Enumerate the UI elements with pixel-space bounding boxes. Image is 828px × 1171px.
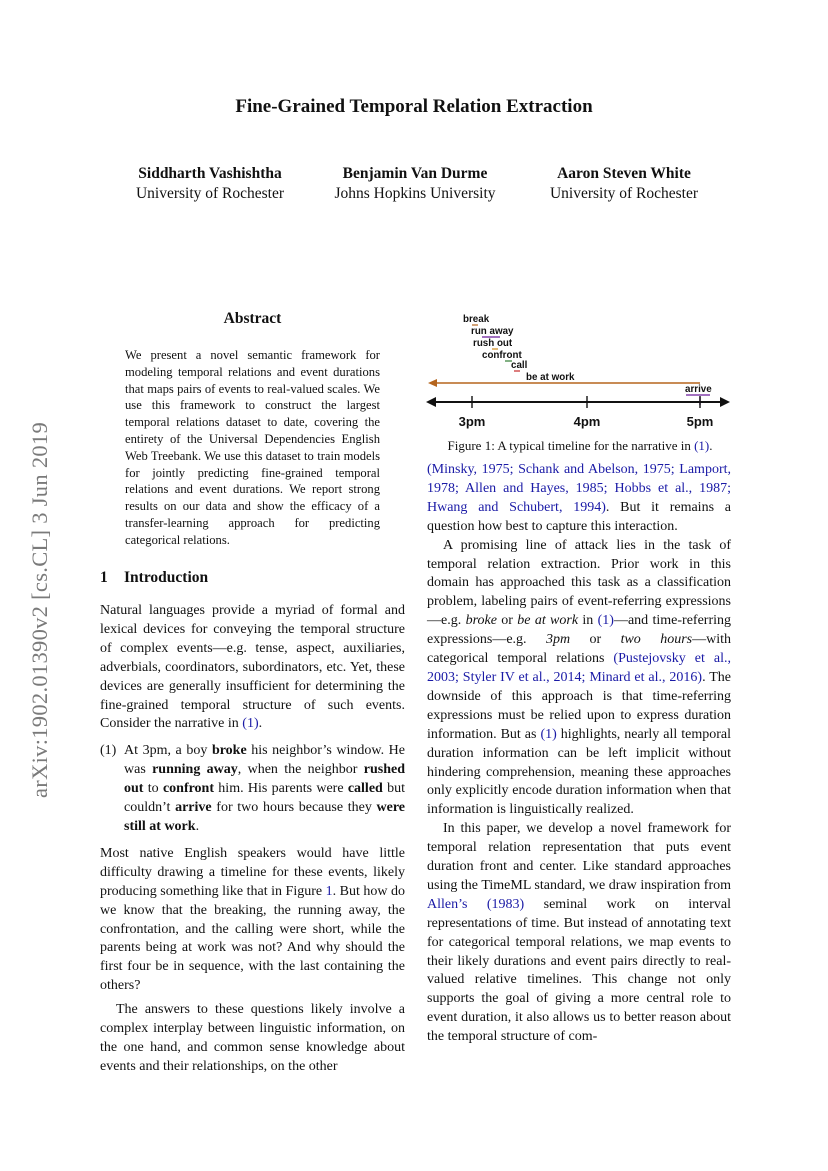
author-1 bbox=[100, 164, 320, 204]
event-label-arrive: arrive bbox=[685, 384, 712, 395]
axis-arrow-left bbox=[426, 397, 436, 407]
axis-arrow-right bbox=[720, 397, 730, 407]
work-arrowhead bbox=[428, 379, 437, 387]
abstract-heading: Abstract bbox=[223, 310, 282, 327]
tick-label-4pm: 4pm bbox=[573, 414, 601, 429]
arxiv-stamp: arXiv:1902.01390v2 [cs.CL] 3 Jun 2019 bbox=[27, 421, 52, 799]
author-affiliation: Johns Hopkins University bbox=[334, 185, 496, 202]
event-label-run-away: run away bbox=[471, 326, 514, 337]
event-label-confront: confront bbox=[482, 350, 522, 361]
example-link[interactable]: (1) bbox=[540, 726, 557, 742]
author-affiliation: University of Rochester bbox=[135, 185, 285, 202]
figure-caption: Figure 1: A typical timeline for the narrative in (1). bbox=[447, 438, 713, 453]
left-column bbox=[100, 602, 405, 1077]
citation-list-1[interactable]: (Minsky, 1975; Schank and Abelson, 1975; Lamport, 1978; Allen and Hayes, 1985; Hobbs et al., 1987; Hwang and Schubert, 1994) bbox=[427, 462, 731, 515]
author-affiliation: University of Rochester bbox=[549, 185, 699, 202]
figure-link[interactable]: 1 bbox=[325, 883, 333, 899]
intro-paragraph-1: Natural languages provide a myriad of formal and lexical devices for conveying the temporal structure of complex events—e.g. tense, aspect, auxiliaries, adverbials, coordinators, subordinators, etc. Yet, these devices are generally insufficient for determining the fine-grained temporal structure of such events. Consider the narrative in (1). bbox=[100, 603, 405, 732]
tick-label-3pm: 3pm bbox=[458, 414, 486, 429]
section-heading bbox=[100, 569, 208, 587]
section-number: 1 bbox=[100, 569, 108, 586]
author-2 bbox=[305, 164, 525, 204]
event-label-be-at-work: be at work bbox=[526, 372, 575, 383]
example-link[interactable]: (1) bbox=[597, 613, 614, 629]
tick-label-5pm: 5pm bbox=[686, 414, 714, 429]
paper-title: Fine-Grained Temporal Relation Extraction bbox=[235, 96, 593, 117]
event-label-call: call bbox=[511, 360, 528, 371]
intro-paragraph-2: Most native English speakers would have little difficulty drawing a timeline for these events, likely producing something like that in Figure 1. But how do we know that the breaking, the running away, the confrontation, and the calling were short, while the parents being at work was not? And why should the first four be in sequence, with the last containing the others? bbox=[100, 845, 405, 994]
example-number: (1) bbox=[100, 743, 117, 759]
right-paragraph-2: A promising line of attack lies in the task of temporal relation extraction. Prior work in this domain has approached this task as a classification problem, labeling pairs of event-referring expressions—e.g. broke or be at work in (1)—and time-referring expressions—e.g. 3pm or two hours—with categorical temporal relations (Pustejovsky et al., 2003; Styler IV et al., 2014; Minard et al., 2016). The downside of this approach is that time-referring expressions must be relied upon to express duration information. But as (1) highlights, nearly all temporal duration information can be left implicit without hindering comprehension, meaning these approaches only explicitly encode duration information when that information is linguistically realized. bbox=[427, 537, 732, 818]
intro-paragraph-3: The answers to these questions likely involve a complex interplay between linguistic information, on the one hand, and common sense knowledge about events and their relationships, on the other bbox=[100, 1002, 405, 1074]
example-1: (1) At 3pm, a boy broke his neighbor’s window. He was running away, when the neighbor rushed out to confront him. His parents were called but couldn’t arrive for two hours because they were still at work. bbox=[100, 743, 406, 834]
section-title: Introduction bbox=[124, 569, 209, 586]
caption-example-link[interactable]: (1) bbox=[694, 438, 710, 453]
timeline-figure bbox=[420, 308, 740, 433]
right-paragraph-3: In this paper, we develop a novel framework for temporal relation representation that puts event duration front and center. Like standard approaches using the TimeML standard, we draw inspiration from Allen’s (1983) seminal work on interval representations of time. But instead of annotating text for categorical temporal relations, we map events to their likely durations and event pairs directly to real-valued relative timelines. This change not only supports the goal of giving a more central role to event duration, it also allows us to better reason about the temporal structure of com- bbox=[427, 821, 732, 1045]
right-column bbox=[427, 461, 731, 1047]
right-paragraph-1: (Minsky, 1975; Schank and Abelson, 1975; Lamport, 1978; Allen and Hayes, 1985; Hobbs et al., 1987; Hwang and Schubert, 1994). But it remains a question how best to capture this interaction. bbox=[427, 462, 732, 534]
author-3 bbox=[514, 164, 734, 204]
author-name: Benjamin Van Durme bbox=[342, 165, 488, 182]
event-label-break: break bbox=[463, 314, 490, 325]
author-name: Aaron Steven White bbox=[557, 165, 691, 182]
citation-list-2[interactable]: (Pustejovsky et al., 2003; Styler IV et al., 2014; Minard et al., 2016) bbox=[427, 651, 731, 685]
example-link[interactable]: (1) bbox=[242, 716, 259, 732]
author-name: Siddharth Vashishtha bbox=[138, 165, 282, 182]
abstract-text: We present a novel semantic framework for modeling temporal relations and event durations that maps pairs of events to real-valued scales. We use this framework to construct the largest temporal relations dataset to date, covering the entirety of the Universal Dependencies English Web Treebank. We use this dataset to train models for jointly predicting fine-grained temporal relations and event durations. We report strong results on our data and show the efficacy of a transfer-learning approach for predicting categorical relations. bbox=[125, 348, 380, 547]
allen-citation[interactable]: Allen’s (1983) bbox=[427, 896, 525, 912]
event-label-rush-out: rush out bbox=[473, 338, 513, 349]
